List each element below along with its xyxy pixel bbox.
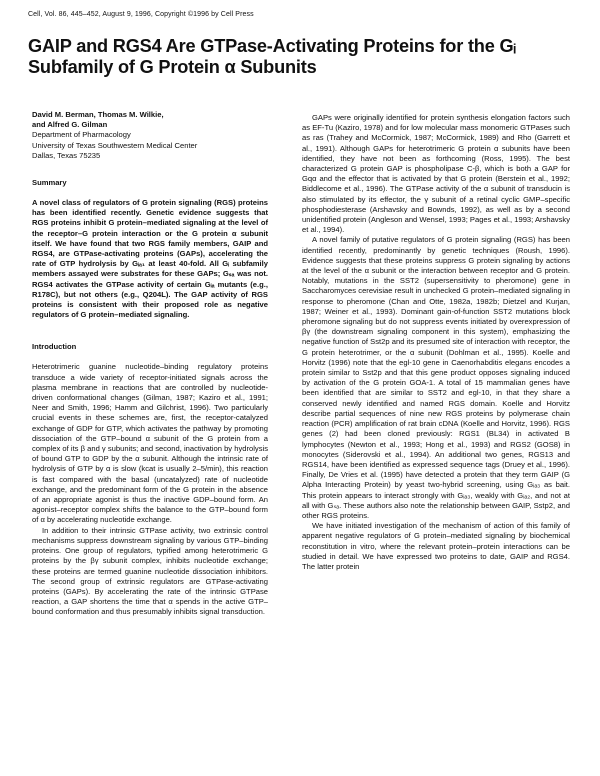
right-column: [302, 113, 570, 572]
summary-text: A novel class of regulators of G protein signaling (RGS) proteins has been identified recently. Genetic evidence suggests that RGS proteins inhibit G protein–mediated signaling at the level of the receptor–G protein interaction or the G protein α subunit itself. We have found that two RGS family members, GAIP and RGS4, are GTPase-activating proteins (GAPs), accelerating the rate of GTP hydrolysis by Gᵢₐ₁ at least 40-fold. All Gᵢ subfamily members assayed were substrates for these GAPs; Gₛₐ was not. RGS4 activates the GTPase activity of certain Gᵢₐ mutants (e.g., R178C), but not others (e.g., Q204L). The GAP activity of RGS proteins is consistent with their proposed role as negative regulators of G protein–mediated signaling.: [32, 198, 268, 320]
author-department: Department of Pharmacology: [32, 130, 131, 140]
left-column: [32, 178, 268, 618]
author-institution: University of Texas Southwestern Medical Center: [32, 140, 198, 150]
summary-heading: Summary: [32, 178, 67, 187]
journal-citation: Cell, Vol. 86, 445–452, August 9, 1996, Copyright ©1996 by Cell Press: [28, 11, 254, 18]
article-title: GAIP and RGS4 Are GTPase-Activating Proteins for the Gᵢ Subfamily of G Protein α Subunits: [28, 36, 516, 77]
body-paragraph: GAPs were originally identified for protein synthesis elongation factors such as EF-Tu (Kaziro, 1978) and for low molecular mass monomeric GTPases such as ras (Trahey and McCormick, 1987; McCormick, 1989) and Rho (Garrett et al., 1991). Although GAPs for heterotrimeric G protein α subunits have been identified, they have not been as forthcoming (Ross, 1995). The best characterized G protein GAP is phospholipase C-β, which is both a GAP for Gqα and the effector that is activated by that G protein (Berstein et al., 1992; Biddlecome et al., 1996). The GTPase activity of the α subunit of transducin is also stimulated by its effector, the γ subunit of a retinal cyclic GMP–specific phosphodiesterase (Arshavsky and Bownds, 1992), as well as by a second unidentified protein (Angleson and Wensel, 1993; Pages et al., 1993; Arshavsky et al., 1994).: [302, 113, 570, 235]
body-paragraph: We have initiated investigation of the mechanism of action of this family of apparent negative regulators of G protein–mediated signaling by biochemical reconstitution in vitro, where the relevant protein–protein interactions can be studied in detail. We have expressed two proteins to date, GAIP and RGS4. The latter protein: [302, 521, 570, 571]
author-city: Dallas, Texas 75235: [32, 150, 101, 160]
intro-paragraph: In addition to their intrinsic GTPase activity, two extrinsic control mechanisms suppress downstream signaling by various GTP–binding proteins. One group of regulators, typified among heterotrimeric G proteins by the βγ subunit complex, inhibits nucleotide exchange; these proteins are termed guanine nucleotide dissociation inhibitors. The second group of extrinsic regulators are GTPase-activating proteins (GAPs). By accelerating the rate of the intrinsic GTPase reaction, a GAP shortens the time that α spends in the active GTP–bound conformation and thus presumably inhibits signal transduction.: [32, 525, 268, 617]
intro-paragraph: Heterotrimeric guanine nucleotide–binding regulatory proteins transduce a wide variety of receptor-initiated signals across the plasma membrane in reactions that are controlled by nucleotide-driven conformational changes (Gilman, 1987; Kaziro et al., 1991; Neer and Smith, 1996; Hamm and Gilchrist, 1996). Two particularly crucial events in these schemes are, first, the receptor-catalyzed exchange of GDP for GTP, which activates the pathway by promoting dissociation of the GTP–bound α subunit of the G protein from a complex of its β and γ subunits; and second, inactivation by hydrolysis of bound GTP to GDP by the α subunit. Although the intrinsic rate of hydrolysis of GTP by α is slow (kcat is usually 2–5/min), this reaction is fast compared with the basal (uncatalyzed) rate of nucleotide exchange, and the predominant form of the G protein in the absence of an appropriate agonist is thus the inactive GDP–bound form. An agonist–receptor complex shifts the balance to the GTP–bound form of α by accelerating nucleotide exchange.: [32, 362, 268, 525]
introduction-heading: Introduction: [32, 342, 77, 352]
author-names-line2: and Alfred G. Gilman: [32, 120, 108, 130]
body-paragraph: A novel family of putative regulators of G protein signaling (RGS) has been identified recently, predominantly by genetic techniques (Roush, 1996). Evidence suggests that these proteins suppress G protein signaling by actions at the level of the α subunit or the interaction between receptor and G protein. Notably, mutations in the SST2 (supersensitivity to pheromone) gene in Saccharomyces cerevisiae result in unchecked G protein–mediated signaling in response to pheromone (Chan and Otte, 1982a, 1982b; Dietzel and Kurjan, 1987; Weiner et al., 1993). Dominant gain-of-function SST2 mutations block pheromone signaling but do not suppress events initiated by overexpression of βγ (the downstream signaling component in this system), emphasizing the negative function of Sst2p and its presumed site of interaction with receptor, the G protein heterotrimer, or the α subunit (Dohlman et al., 1995). Koelle and Horvitz (1996) note that the egl-10 gene in Caenorhabditis elegans encodes a protein similar to Sst2p and that this gene product opposes signaling induced by activation of the G protein GOA-1. A total of 15 mammalian genes have been identified that are similar to SST2 and egl-10, in that they share a conserved newly identified and named RGS domain. Koelle and Horvitz describe partial sequences of nine new RGS proteins by polymerase chain reaction (PCR) amplification of rat brain cDNA (Koelle and Horvitz, 1996). RGS genes (2) had been cloned previously: RGS1 (BL34) in activated B lymphocytes (Newton et al., 1993; Hong et al., 1993) and RGS2 (GOS8) in monocytes (Siderovski et al., 1994). An additional two genes, RGS13 and RGS14, have been identified as expressed sequence tags (Druey et al., 1996). Finally, De Vries et al. (1995) have detected a protein that they term GAIP (G Alpha Interacting Protein) by yeast two-hybrid screening, using Gᵢₐ₃ as bait. This protein appears to interact strongly with Gᵢₐ₃, weakly with Gᵢₐ₂, and not at all with Gₛₐ. These authors also note the relationship between GAIP, Sstp2, and other RGS proteins.: [302, 235, 570, 520]
author-names-line1: David M. Berman, Thomas M. Wilkie,: [32, 110, 164, 119]
author-block: [32, 110, 262, 161]
